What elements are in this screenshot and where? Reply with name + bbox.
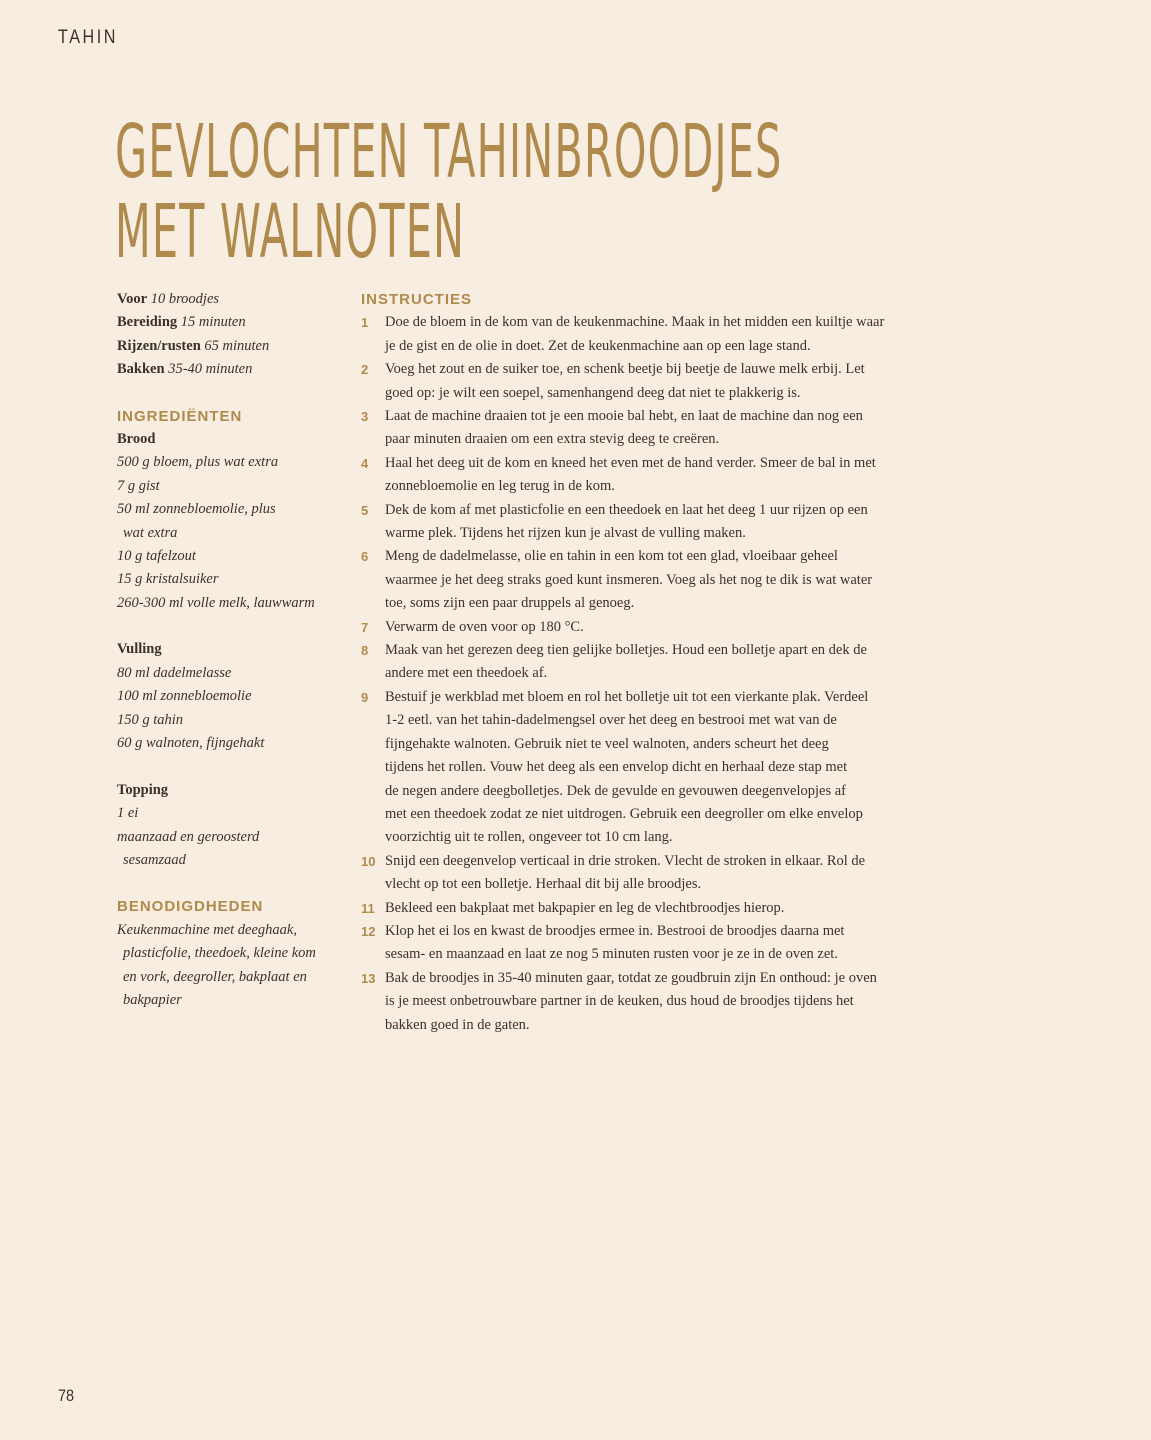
step-line: 1-2 eetl. van het tahin-dadelmengsel over het deeg en bestrooi met wat van de	[385, 712, 837, 729]
page-number: 78	[58, 1386, 75, 1405]
ingredient-item: 100 ml zonnebloemolie	[117, 688, 252, 705]
ingredient-item: 150 g tahin	[117, 711, 184, 728]
step-text	[385, 686, 951, 850]
instruction-step	[361, 311, 951, 358]
step-line: fijngehakte walnoten. Gebruik niet te veel walnoten, anders scheurt het deeg	[385, 735, 829, 752]
step-line: met een theedoek zodat ze niet uitdrogen. Gebruik een deegroller om elke envelop	[385, 805, 863, 822]
meta-bake-time	[117, 358, 347, 381]
instruction-step	[361, 967, 951, 1037]
recipe-title	[115, 109, 783, 275]
instruction-step	[361, 358, 951, 405]
instruction-step	[361, 897, 951, 920]
step-number: 4	[361, 455, 369, 471]
step-line: Klop het ei los en kwast de broodjes ermee in. Bestrooi de broodjes daarna met	[385, 922, 845, 939]
ingredient-item: 260-300 ml volle melk, lauwwarm	[117, 594, 315, 611]
step-text	[385, 897, 951, 920]
ingredient-item: 15 g kristalsuiker	[117, 571, 219, 588]
step-line: Bestuif je werkblad met bloem en rol het bolletje uit tot een vierkante plak. Verdeel	[385, 688, 869, 705]
step-line: Doe de bloem in de kom van de keukenmachine. Maak in het midden een kuiltje waar	[385, 314, 885, 331]
step-text	[385, 452, 951, 499]
ingredient-item: 500 g bloem, plus wat extra	[117, 454, 279, 471]
step-text	[385, 358, 951, 405]
instruction-step	[361, 499, 951, 546]
step-line: paar minuten draaien om een extra stevig deeg te creëren.	[385, 431, 720, 448]
recipe-meta	[117, 288, 347, 382]
equipment-heading: BENODIGDHEDEN	[117, 898, 264, 916]
step-number: 7	[361, 619, 369, 635]
title-line-1: GEVLOCHTEN TAHINBROODJES	[115, 109, 783, 195]
step-number: 2	[361, 362, 369, 378]
step-number: 6	[361, 549, 369, 565]
step-line: Meng de dadelmelasse, olie en tahin in een kom tot een glad, vloeibaar geheel	[385, 548, 838, 565]
instructions-heading: INSTRUCTIES	[361, 291, 473, 308]
step-number: 8	[361, 643, 369, 659]
step-number: 1	[361, 315, 369, 331]
step-line: Dek de kom af met plasticfolie en een theedoek en laat het deeg 1 uur rijzen op een	[385, 501, 868, 518]
equipment-line: bakpapier	[123, 991, 182, 1008]
instruction-step	[361, 850, 951, 897]
step-text	[385, 405, 951, 452]
meta-label: Voor	[117, 291, 148, 307]
ingredient-item: 1 ei	[117, 805, 139, 822]
ingredient-item: 7 g gist	[117, 477, 160, 494]
title-line-2: MET WALNOTEN	[115, 189, 466, 275]
meta-value: 10 broodjes	[150, 291, 220, 307]
meta-prep-time	[117, 311, 347, 334]
step-number: 5	[361, 502, 369, 518]
equipment-line: Keukenmachine met deeghaak,	[117, 921, 297, 938]
step-line: Snijd een deegenvelop verticaal in drie stroken. Vlecht de stroken in elkaar. Rol de	[385, 852, 866, 869]
step-line: goed op: je wilt een soepel, samenhangend deeg dat niet te plakkerig is.	[385, 384, 801, 401]
step-text	[385, 311, 951, 358]
step-number: 9	[361, 689, 369, 705]
step-line: zonnebloemolie en leg terug in de kom.	[385, 478, 615, 495]
step-line: is je meest onbetrouwbare partner in de keuken, dus houd de broodjes tijdens het	[385, 993, 854, 1010]
ingredient-item: maanzaad en geroosterd	[117, 828, 260, 845]
step-number: 12	[361, 923, 376, 939]
step-line: warme plek. Tijdens het rijzen kun je alvast de vulling maken.	[385, 525, 746, 542]
ingredient-group-title: Brood	[117, 430, 156, 447]
step-line: je de gist en de olie in doet. Zet de keukenmachine aan op een lage stand.	[385, 337, 811, 354]
instruction-step	[361, 616, 951, 639]
step-text	[385, 499, 951, 546]
step-line: Voeg het zout en de suiker toe, en schenk beetje bij beetje de lauwe melk erbij. Let	[385, 361, 865, 378]
step-text	[385, 920, 951, 967]
step-number: 10	[361, 853, 376, 869]
step-text	[385, 545, 951, 615]
step-line: Maak van het gerezen deeg tien gelijke bolletjes. Houd een bolletje apart en dek de	[385, 642, 867, 659]
step-line: toe, soms zijn een paar druppels al genoeg.	[385, 595, 635, 612]
ingredient-item: sesamzaad	[123, 851, 186, 868]
step-line: Bekleed een bakplaat met bakpapier en leg de vlechtbroodjes hierop.	[385, 899, 785, 916]
instruction-step	[361, 545, 951, 615]
meta-value: 15 minuten	[180, 314, 246, 331]
step-line: Bak de broodjes in 35-40 minuten gaar, totdat ze goudbruin zijn En onthoud: je oven	[385, 969, 877, 986]
instructions-list	[361, 311, 951, 1037]
step-line: andere met een theedoek af.	[385, 665, 548, 682]
meta-label: Bereiding	[117, 314, 178, 331]
ingredient-item: 50 ml zonnebloemolie, plus	[117, 501, 276, 518]
ingredients-heading: INGREDIËNTEN	[117, 407, 243, 425]
ingredient-item: wat extra	[123, 524, 178, 541]
equipment-line: plasticfolie, theedoek, kleine kom	[123, 945, 316, 962]
ingredient-group-title: Vulling	[117, 641, 162, 658]
step-number: 13	[361, 970, 376, 986]
meta-rise-time	[117, 335, 347, 358]
meta-value: 65 minuten	[204, 337, 270, 354]
instructions-column	[361, 288, 951, 1037]
step-line: Laat de machine draaien tot je een mooie bal hebt, en laat de machine dan nog een	[385, 408, 863, 425]
instruction-step	[361, 639, 951, 686]
step-number: 11	[361, 900, 375, 916]
step-text	[385, 850, 951, 897]
meta-label: Bakken	[117, 361, 165, 378]
step-text	[385, 616, 951, 639]
instruction-step	[361, 405, 951, 452]
meta-value: 35-40 minuten	[168, 361, 253, 378]
step-line: Haal het deeg uit de kom en kneed het even met de hand verder. Smeer de bal in met	[385, 454, 876, 471]
instruction-step	[361, 686, 951, 850]
ingredient-item: 60 g walnoten, fijngehakt	[117, 735, 265, 752]
meta-label: Rijzen/rusten	[117, 337, 201, 354]
ingredient-group-title: Topping	[117, 781, 169, 798]
sidebar-column	[117, 288, 347, 1012]
step-number: 3	[361, 409, 369, 425]
step-text	[385, 639, 951, 686]
step-text	[385, 967, 951, 1037]
equipment-line: en vork, deegroller, bakplaat en	[123, 968, 307, 985]
instruction-step	[361, 920, 951, 967]
ingredient-item: 80 ml dadelmelasse	[117, 664, 232, 681]
step-line: waarmee je het deeg straks goed kunt insmeren. Voeg als het nog te dik is wat water	[385, 571, 873, 588]
meta-servings	[117, 288, 347, 311]
step-line: sesam- en maanzaad en laat ze nog 5 minuten rusten voor je ze in de oven zet.	[385, 946, 838, 963]
step-line: Verwarm de oven voor op 180 °C.	[385, 618, 584, 635]
step-line: voorzichtig uit te rollen, ongeveer tot 10 cm lang.	[385, 829, 673, 846]
step-line: bakken goed in de gaten.	[385, 1016, 530, 1033]
ingredient-item: 10 g tafelzout	[117, 547, 196, 564]
step-line: vlecht op tot een bolletje. Herhaal dit bij alle broodjes.	[385, 876, 702, 893]
step-line: tijdens het rollen. Vouw het deeg als een envelop dicht en herhaal deze stap met	[385, 759, 848, 776]
step-line: de negen andere deegbolletjes. Dek de gevulde en gevouwen deegenvelopjes af	[385, 782, 846, 799]
running-head: TAHIN	[58, 27, 119, 48]
instruction-step	[361, 452, 951, 499]
